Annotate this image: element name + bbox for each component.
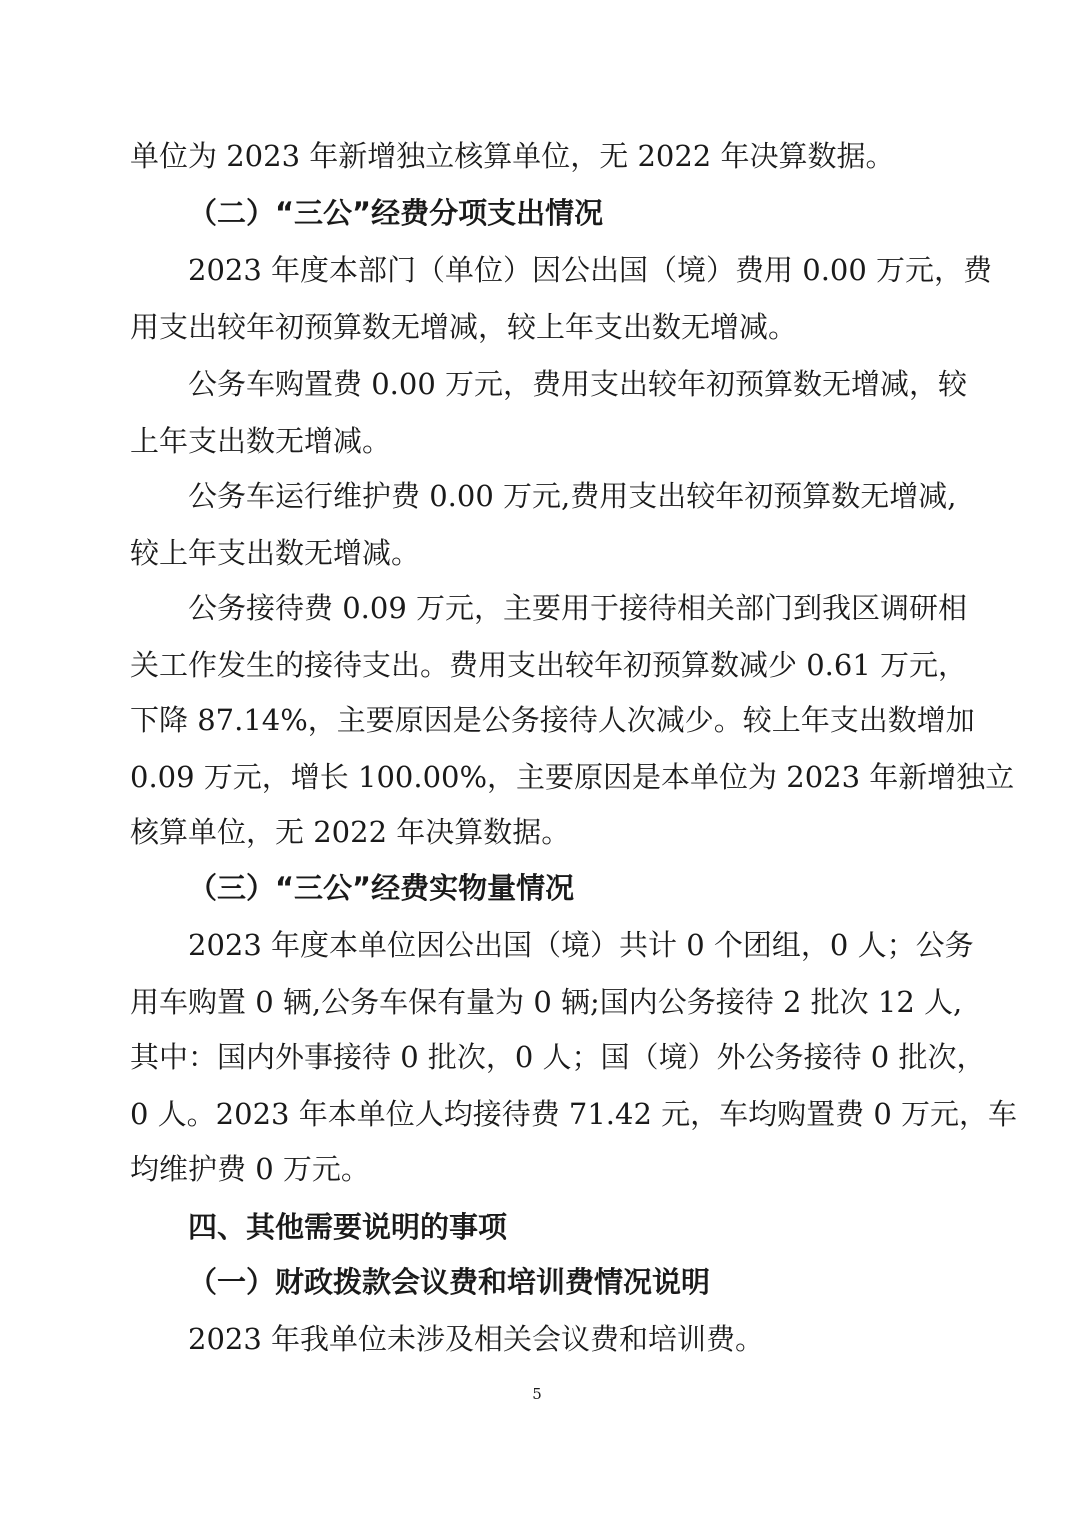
paragraph-line: 2023 年度本部门（单位）因公出国（境）费用 0.00 万元，费 — [188, 253, 993, 287]
subsection-heading-4-1: （一）财政拨款会议费和培训费情况说明 — [188, 1265, 711, 1299]
paragraph-line: 单位为 2023 年新增独立核算单位，无 2022 年决算数据。 — [130, 139, 895, 173]
section-heading-4: 四、其他需要说明的事项 — [188, 1210, 508, 1244]
paragraph-line: 用支出较年初预算数无增减，较上年支出数无增减。 — [130, 310, 798, 344]
paragraph-line: 0 人。2023 年本单位人均接待费 71.42 元，车均购置费 0 万元，车 — [130, 1097, 1018, 1131]
paragraph-line: 公务接待费 0.09 万元，主要用于接待相关部门到我区调研相 — [188, 591, 968, 625]
paragraph-line: 公务车运行维护费 0.00 万元,费用支出较年初预算数无增减, — [188, 479, 957, 513]
paragraph-line: 较上年支出数无增减。 — [130, 536, 421, 570]
paragraph-line: 用车购置 0 辆,公务车保有量为 0 辆;国内公务接待 2 批次 12 人, — [130, 985, 963, 1019]
paragraph-line: 2023 年我单位未涉及相关会议费和培训费。 — [188, 1322, 765, 1356]
paragraph-line: 公务车购置费 0.00 万元，费用支出较年初预算数无增减，较 — [188, 367, 968, 401]
section-heading-3: （三）“三公”经费实物量情况 — [188, 871, 575, 905]
page-number: 5 — [532, 1385, 542, 1403]
paragraph-line: 2023 年度本单位因公出国（境）共计 0 个团组，0 人；公务 — [188, 928, 974, 962]
paragraph-line: 关工作发生的接待支出。费用支出较年初预算数减少 0.61 万元， — [130, 648, 968, 682]
paragraph-line: 0.09 万元，增长 100.00%，主要原因是本单位为 2023 年新增独立 — [130, 760, 1015, 794]
paragraph-line: 核算单位，无 2022 年决算数据。 — [130, 815, 571, 849]
section-heading-2: （二）“三公”经费分项支出情况 — [188, 196, 604, 230]
paragraph-line: 下降 87.14%，主要原因是公务接待人次减少。较上年支出数增加 — [130, 703, 975, 737]
paragraph-line: 上年支出数无增减。 — [130, 424, 392, 458]
paragraph-line: 其中：国内外事接待 0 批次，0 人；国（境）外公务接待 0 批次， — [130, 1040, 986, 1074]
paragraph-line: 均维护费 0 万元。 — [130, 1152, 370, 1186]
